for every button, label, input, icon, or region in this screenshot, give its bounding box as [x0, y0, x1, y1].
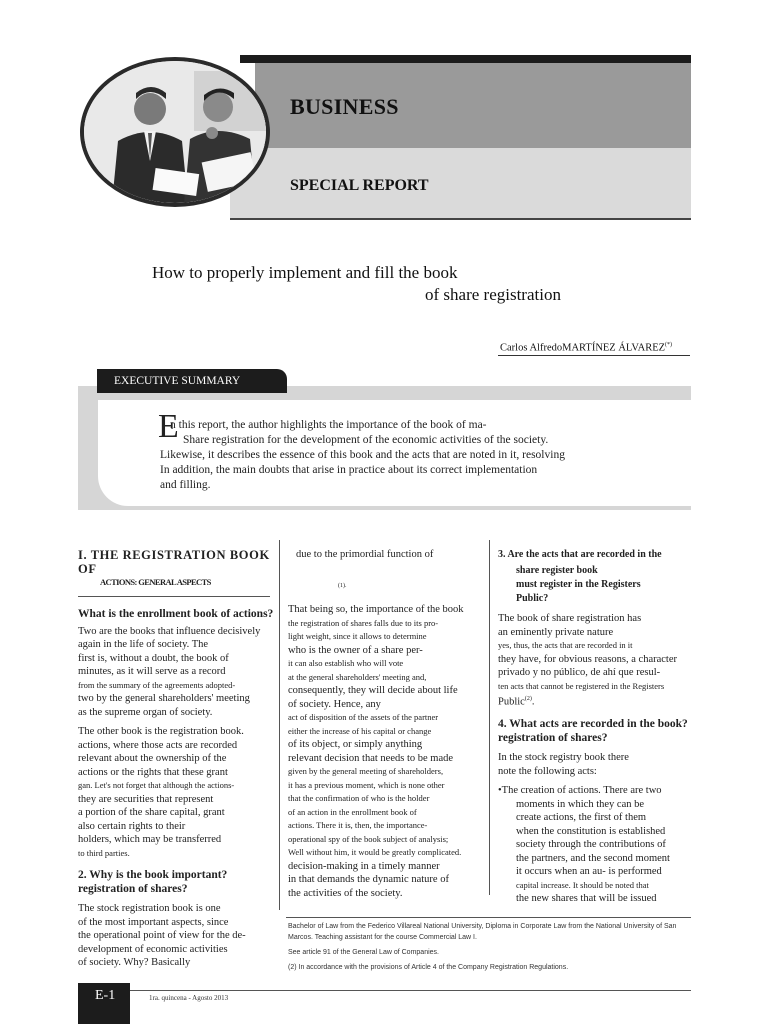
bullet-creation: •The creation of actions. There are two moments in which they can be create actions, the first of them when the constitution is established society through the contributions of the partners, and the second moment it occurs when an au- is performed capital increase. It should be noted that the new shares that will be issued — [498, 785, 670, 904]
issue-date: 1ra. quincena - Agosto 2013 — [149, 994, 229, 1002]
footnotes — [288, 921, 691, 973]
footnote-rule — [286, 917, 691, 918]
col2-line: operational spy of the book subject of analysis; — [288, 833, 449, 844]
author-rule — [498, 355, 690, 356]
col2-line: That being so, the importance of the book — [288, 604, 464, 615]
article-title-line-2: of share registration — [425, 285, 561, 304]
col2-line: in that demands the dynamic nature of — [288, 874, 449, 885]
question-4: 4. What acts are recorded in the book? registration of shares? — [498, 718, 688, 744]
paragraph-1: Two are the books that influence decisively again in the life of society. The first is, without a doubt, the book of minutes, as it will serve as a record from the summary of the agreements adopted- two by the general shareholders' meeting as the supreme organ of society. — [78, 625, 261, 718]
business-photo — [80, 57, 270, 207]
paragraph-3: The stock registration book is one of the most important aspects, since the operational point of view for the de- development of economic activities of society. Why? Basically — [78, 903, 246, 968]
col2-line: actions. There it is, then, the importance- — [288, 820, 428, 830]
col2-line: due to the primordial function of — [296, 549, 434, 560]
col2-line: the activities of the society. — [288, 887, 403, 899]
col2-line: that the confirmation of who is the holder — [288, 793, 430, 803]
article-author: Carlos AlfredoMARTÍNEZ ÁLVAREZ(*) — [500, 342, 673, 354]
footnote-2: (2) In accordance with the provisions of Article 4 of the Company Registration Regulations. — [288, 964, 569, 971]
col2-line: light weight, since it allows to determine — [288, 631, 427, 641]
header-top-bar — [240, 55, 691, 63]
col2-line: who is the owner of a share per- — [288, 644, 423, 656]
summary-label: EXECUTIVE SUMMARY — [114, 375, 241, 387]
col2-line: of an action in the enrollment book of — [288, 806, 417, 817]
footer-rule — [130, 990, 691, 991]
col2-line: Well without him, it would be greatly complicated. — [288, 847, 462, 857]
chapter-heading: I. THE REGISTRATION BOOK OF — [78, 548, 270, 576]
col2-line: the registration of shares falls due to its pro- — [288, 617, 439, 628]
col2-line: of society. Hence, any — [288, 698, 381, 710]
chapter-subheading: ACTIONS: GENERAL ASPECTS — [100, 577, 211, 587]
section-title: BUSINESS — [290, 94, 399, 119]
col2-line: it can also establish who will vote — [288, 658, 404, 668]
summary-dropcap: E — [158, 408, 179, 445]
paragraph-3-2: In the stock registry book there note the following acts: — [498, 752, 629, 777]
col2-line: given by the general meeting of shareholders, — [288, 766, 444, 776]
col2-line: act of disposition of the assets of the partner — [288, 712, 439, 722]
col2-line: decision-making in a timely manner — [288, 860, 440, 872]
question-1: What is the enrollment book of actions? — [78, 607, 274, 620]
footnote-author: Bachelor of Law from the Federico Villareal National University, Diploma in Corporate Law from the National University of San Marcos. Teaching assistant for the course Commercial Law I. — [288, 923, 677, 941]
col2-line: it has a previous moment, which is none other — [288, 779, 445, 790]
paragraph-3-1: The book of share registration has an eminently private nature yes, thus, the acts that are recorded in it they have, for obvious reasons, a character privado y no público, de ahí que resul- ten acts that cannot be registered in the Registers Public$^{(2)}$. — [498, 613, 678, 708]
column-divider-1 — [279, 540, 280, 910]
page-number: E-1 — [95, 988, 116, 1003]
summary-text: n this report, the author highlights the importance of the book of ma- Share registration for the development of the economic activities of the society. Likewise, it describes the essence of this book and the acts that are noted in it, resolving In addition, the main doubts that arise in practice about its correct implementation and filling. — [160, 419, 565, 491]
col2-footnote-ref: (1). — [338, 582, 347, 589]
header-rule — [230, 218, 691, 220]
question-2: 2. Why is the book important? registration of shares? — [78, 869, 228, 895]
col2-line: consequently, they will decide about life — [288, 685, 458, 696]
column-divider-2 — [489, 540, 490, 895]
column-3 — [498, 548, 693, 906]
col2-line: at the general shareholders' meeting and, — [288, 671, 427, 682]
paragraph-2: The other book is the registration book. actions, where those acts are recorded relevant about the ownership of the actions or the rights that these grant gan. Let's not forget that although the actions- they are securities that represent a portion of the share capital, grant also certain rights to their holders, which may be transferred to third parties. — [78, 726, 244, 858]
col2-line: relevant decision that needs to be made — [288, 752, 454, 764]
article-title-line-1: How to properly implement and fill the book — [152, 263, 458, 282]
section-subtitle: SPECIAL REPORT — [290, 177, 429, 194]
col2-line: either the increase of his capital or change — [288, 725, 432, 736]
footnote-1: See article 91 of the General Law of Companies. — [288, 949, 439, 956]
chapter-rule — [78, 596, 270, 597]
column-2 — [288, 548, 483, 900]
col2-line: of its object, or simply anything — [288, 739, 423, 750]
column-1 — [78, 548, 274, 970]
question-3: 3. Are the acts that are recorded in the share register book must register in the Registers Public? — [498, 549, 662, 604]
